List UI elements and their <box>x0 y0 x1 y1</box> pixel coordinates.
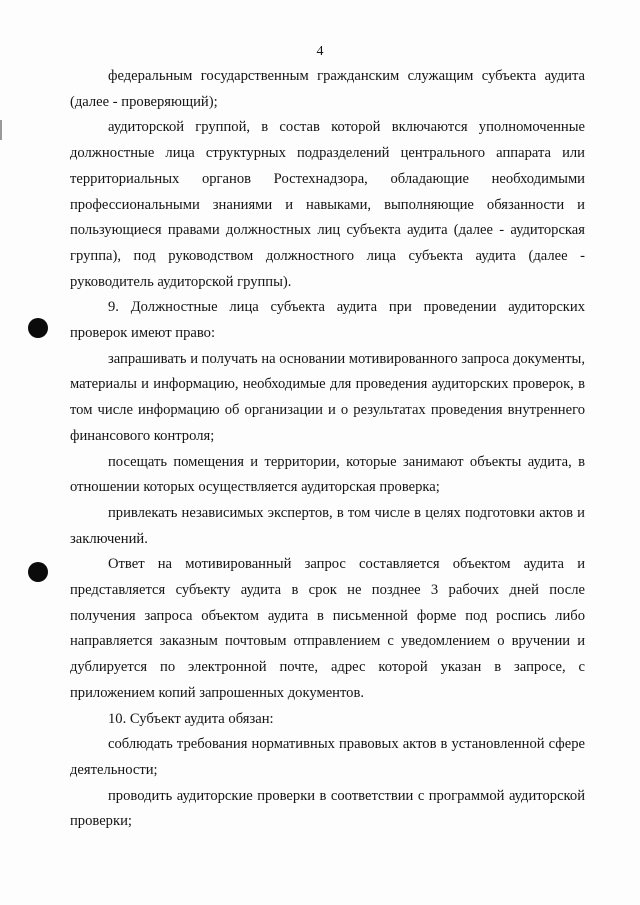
paragraph-duty-comply-regulations: соблюдать требования нормативных правовых актов в установленной сфере деятельности; <box>70 736 585 778</box>
paragraph-duty-conduct-audits: проводить аудиторские проверки в соответствии с программой аудиторской проверки; <box>70 787 585 830</box>
paragraph-section-10-heading: 10. Субъект аудита обязан: <box>108 710 274 727</box>
punch-hole-top <box>28 318 48 338</box>
paragraph-section-9-heading: 9. Должностные лица субъекта аудита при проведении аудиторских проверок имеют право: <box>70 299 585 342</box>
paragraph-audit-group-definition: аудиторской группой, в состав которой включаются уполномоченные должностные лица структурных подразделений центрального аппарата или территориальных органов Ростехнадзора, обладающие необходимыми профессиональными знаниями и навыками, выполняющие обязанности и пользующиеся правами должностных лиц субъекта аудита (далее - аудиторская группа), под руководством должностного лица субъекта аудита (далее - руководитель аудиторской группы). <box>70 119 585 290</box>
paragraph-right-request-documents: запрашивать и получать на основании мотивированного запроса документы, материалы и информацию, необходимые для проведения аудиторских проверок, в том числе информацию об организации и о результатах проведения внутреннего финансового контроля; <box>70 350 585 444</box>
paragraph-right-involve-experts: привлекать независимых экспертов, в том числе в целях подготовки актов и заключений. <box>70 504 585 547</box>
document-body <box>70 64 585 835</box>
scan-edge-mark <box>0 120 2 140</box>
paragraph-response-terms: Ответ на мотивированный запрос составляется объектом аудита и представляется субъекту аудита в срок не позднее 3 рабочих дней после получения запроса объектом аудита в письменной форме под роспись либо направляется заказным почтовым отправлением с уведомлением о вручении и дублируется по электронной почте, адрес которой указан в запросе, с приложением копий запрошенных документов. <box>70 556 585 701</box>
paragraph-checker-definition: федеральным государственным гражданским служащим субъекта аудита (далее - проверяющий); <box>70 68 585 110</box>
paragraph-right-visit-premises: посещать помещения и территории, которые занимают объекты аудита, в отношении которых осуществляется аудиторская проверка; <box>70 453 585 496</box>
page-number: 4 <box>316 44 324 59</box>
punch-hole-bottom <box>28 562 48 582</box>
